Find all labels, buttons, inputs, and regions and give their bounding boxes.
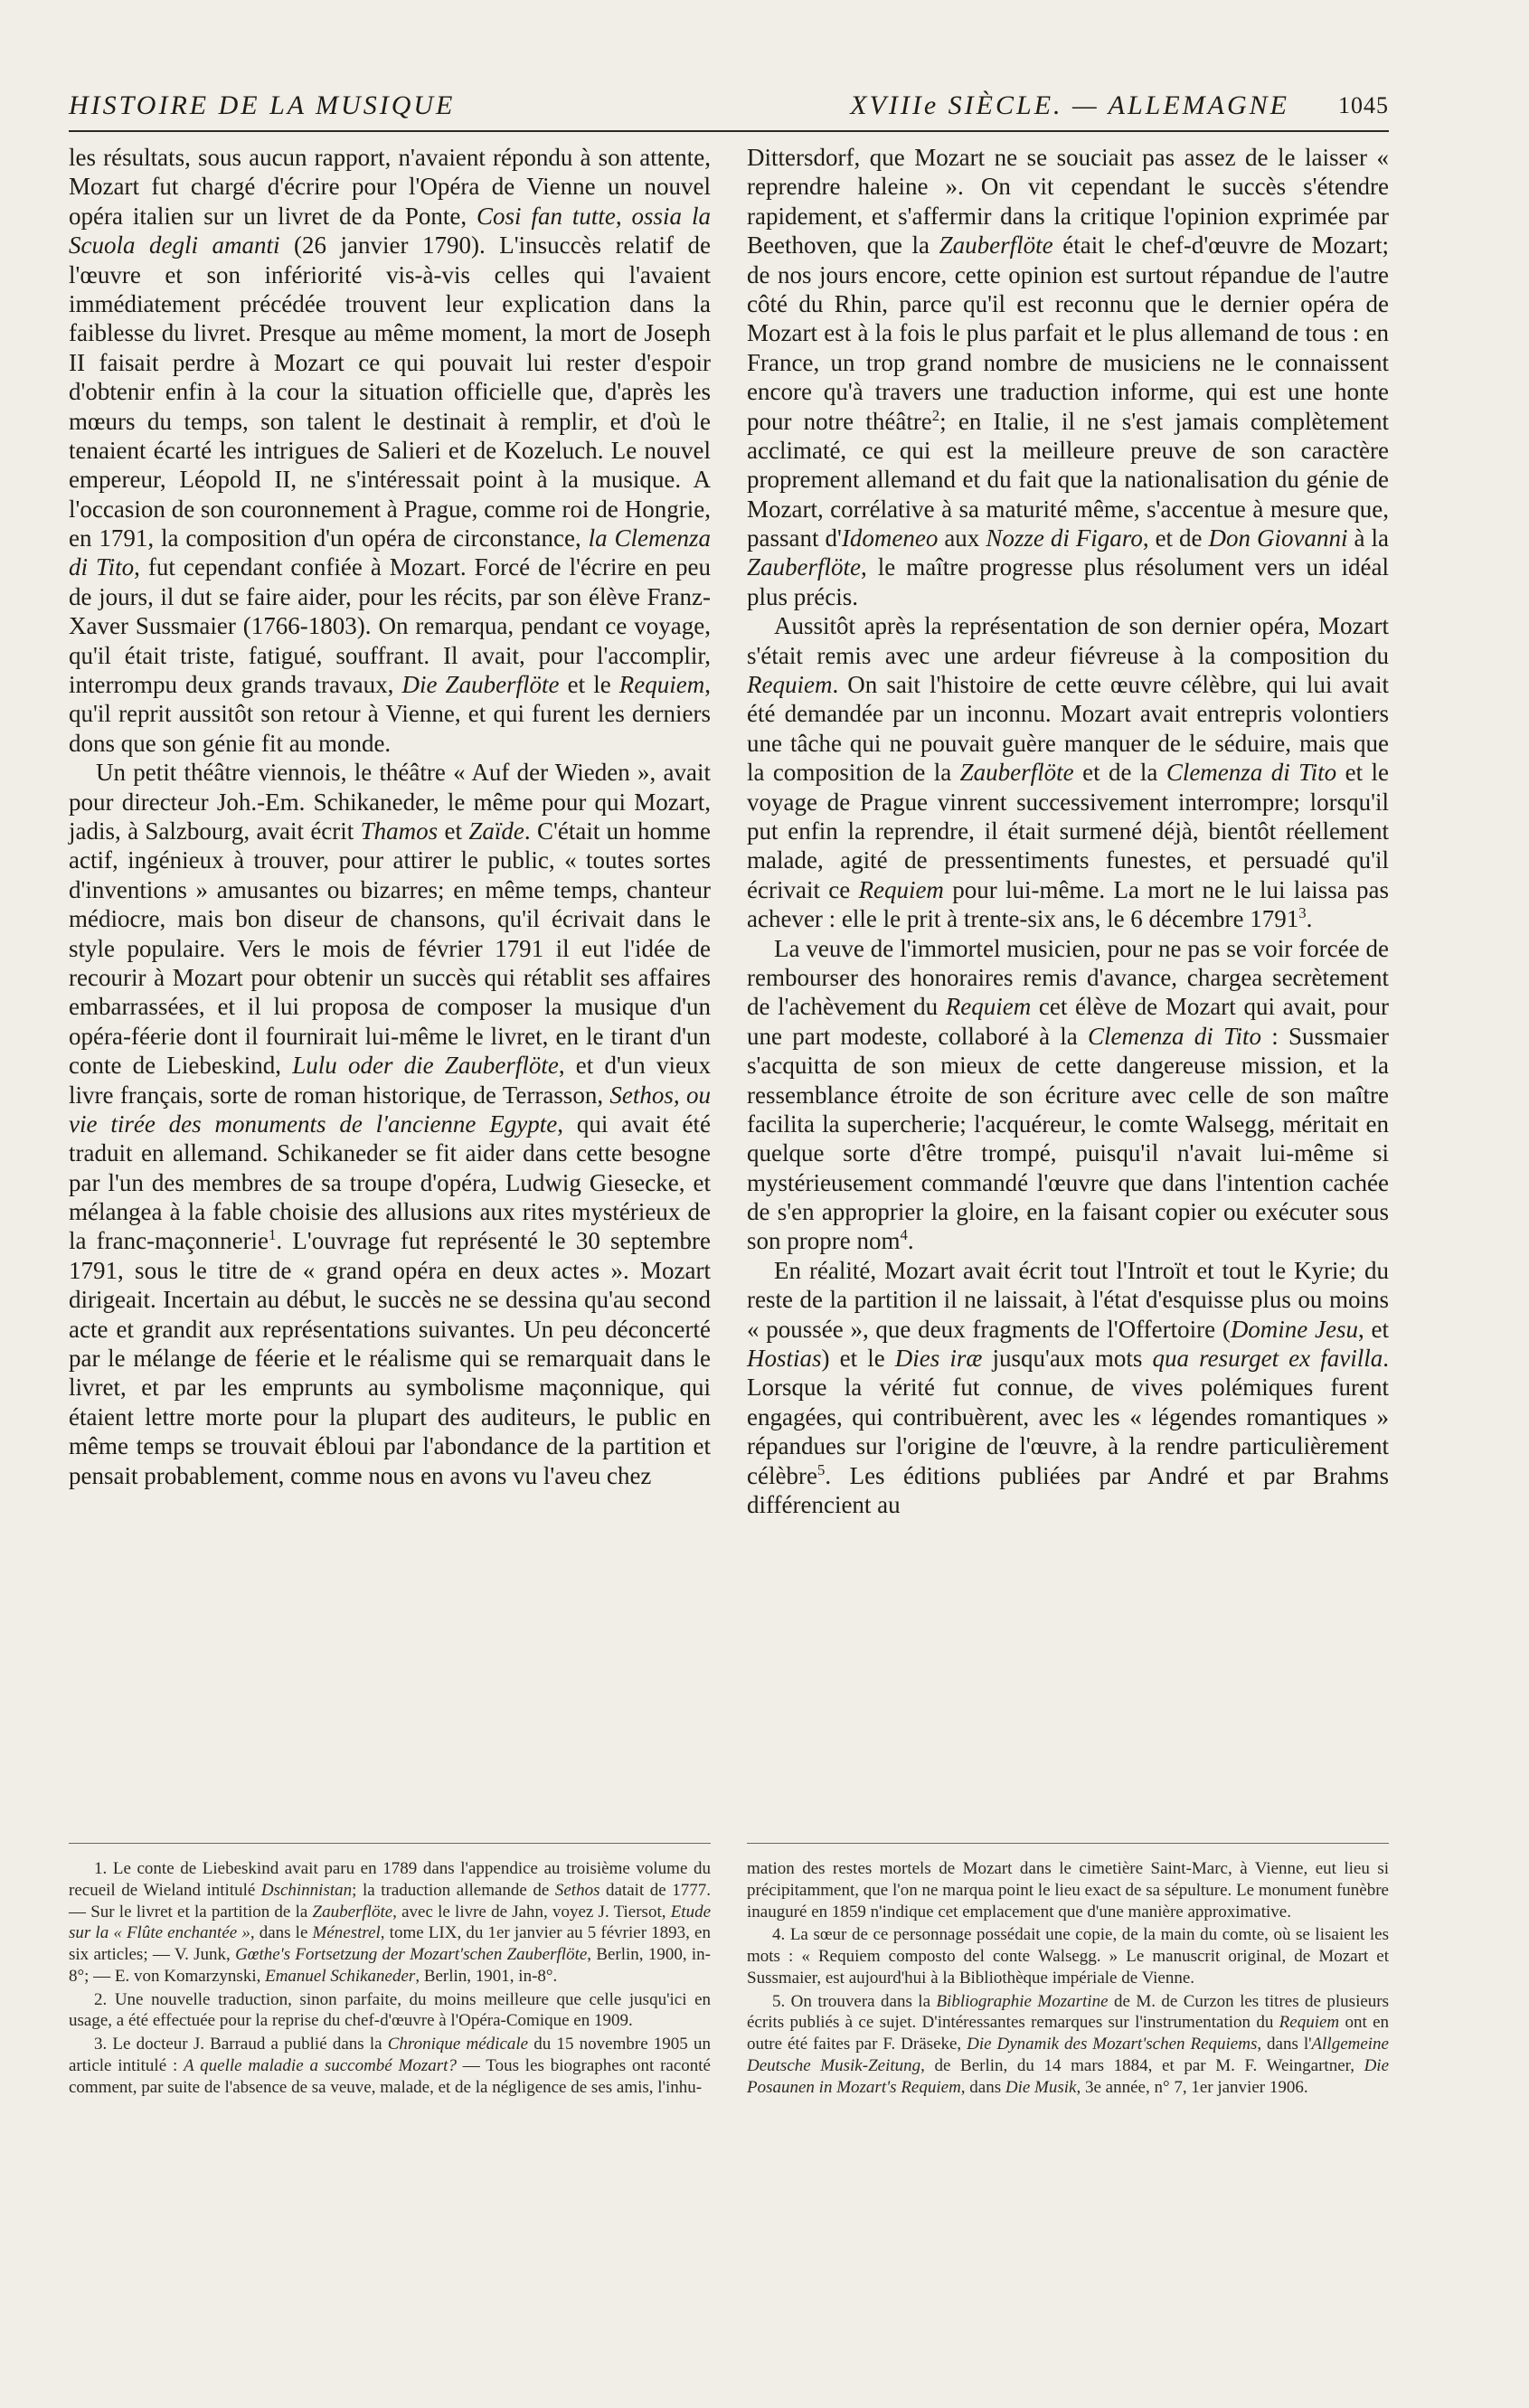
- right-text-column: [747, 143, 1389, 1519]
- footnote-left-1: 1. Le conte de Liebeskind avait paru en 1789 dans l'appendice au troisième volume du recueil de Wieland intitulé Dschinnistan; la traduction allemande de Sethos datait de 1777. — Sur le livret et la partition de la Zauberflöte, avec le livre de Jahn, voyez J. Tiersot, Etude sur la « Flûte enchantée », dans le Ménestrel, tome LIX, du 1er janvier au 5 février 1893, en six articles; — V. Junk, Gœthe's Fortsetzung der Mozart'schen Zauberflöte, Berlin, 1900, in-8°; — E. von Komarzynski, Emanuel Schikaneder, Berlin, 1901, in-8°.: [69, 1859, 712, 1986]
- right-paragraph-1: Dittersdorf, que Mozart ne se souciait pas assez de le laisser « reprendre haleine ». On vit cependant le succès s'étendre rapidement, et s'affermir dans la critique l'opinion exprimée par Beethoven, que la Zauberflöte était le chef-d'œuvre de Mozart; de nos jours encore, cette opinion est surtout répandue de l'autre côté du Rhin, parce qu'il est reconnu que le dernier opéra de Mozart est à la fois le plus parfait et le plus allemand de tous : en France, un trop grand nombre de musiciens ne le connaissent encore qu'à travers une traduction informe, qui est une honte pour notre théâtre$^2$; en Italie, il ne s'est jamais complètement acclimaté, ce qui est la meilleure preuve de son caractère proprement allemand et du fait que la nationalisation du génie de Mozart, corrélative à sa maturité même, s'accentue à mesure que, passant d'Idomeneo aux Nozze di Figaro, et de Don Giovanni à la Zauberflöte, le maître progresse plus résolument vers un idéal plus précis.: [747, 144, 1390, 610]
- running-head: [69, 90, 1389, 132]
- footnote-left-3: 3. Le docteur J. Barraud a publié dans la Chronique médicale du 15 novembre 1905 un article intitulé : A quelle maladie a succombé Mozart? — Tous les biographes ont raconté comment, par suite de l'absence de sa veuve, malade, et de la négligence de ses amis, l'inhu-: [69, 2035, 711, 2097]
- footnote-left-2: 2. Une nouvelle traduction, sinon parfaite, du moins meilleure que celle jusqu'ici en usage, a été effectuée pour la reprise du chef-d'œuvre à l'Opéra-Comique en 1909.: [69, 1989, 711, 2031]
- footnote-right-2: 4. La sœur de ce personnage possédait une copie, de la main du comte, où se lisaient les mots : « Requiem composto del conte Walsegg. » Le manuscrit original, de Mozart et Sussmaier, est aujourd'hui à la Bibliothèque impériale de Vienne.: [747, 1925, 1389, 1988]
- footnote-rule-right: [747, 1843, 1389, 1844]
- running-head-left: HISTOIRE DE LA MUSIQUE: [69, 90, 456, 120]
- footnote-right-3: 5. On trouvera dans la Bibliographie Mozartine de M. de Curzon les titres de plusieurs écrits publiés à ce sujet. D'intéressantes remarques sur l'instrumentation du Requiem ont en outre été faites par F. Dräseke, Die Dynamik des Mozart'schen Requiems, dans l'Allgemeine Deutsche Musik-Zeitung, de Berlin, du 14 mars 1884, et par M. F. Weingartner, Die Posaunen in Mozart's Requiem, dans Die Musik, 3e année, n° 7, 1er janvier 1906.: [747, 1991, 1390, 2097]
- right-paragraph-3: La veuve de l'immortel musicien, pour ne pas se voir forcée de rembourser des honoraires remis d'avance, chargea secrètement de l'achèvement du Requiem cet élève de Mozart qui avait, pour une part modeste, collaboré à la Clemenza di Tito : Sussmaier s'acquitta de son mieux de cette dangereuse mission, et la ressemblance étroite de son écriture avec celle de son maître facilita la supercherie; l'acquéreur, le comte Walsegg, méritait en quelque sorte d'être trompé, puisqu'il n'avait lui-même si mystérieusement commandé l'œuvre que dans l'intention cachée de s'en approprier la gloire, en la faisant copier ou exécuter sous son propre nom$^4$.: [747, 934, 1390, 1255]
- left-paragraph-1: les résultats, sous aucun rapport, n'avaient répondu à son attente, Mozart fut chargé d'écrire pour l'Opéra de Vienne un nouvel opéra italien sur un livret de da Ponte, Cosi fan tutte, ossia la Scuola degli amanti (26 janvier 1790). L'insuccès relatif de l'œuvre et son infériorité vis-à-vis celles qui l'avaient immédiatement précédée trouvent leur explication dans la faiblesse du livret. Presque au même moment, la mort de Joseph II faisait perdre à Mozart ce qui pouvait lui rester d'espoir d'obtenir enfin à la cour la situation officielle que, d'après les mœurs du temps, son talent le destinait à remplir, et d'où le tenaient écarté les intrigues de Salieri et de Kozeluch. Le nouvel empereur, Léopold II, ne s'intéressait point à la musique. A l'occasion de son couronnement à Prague, comme roi de Hongrie, en 1791, la composition d'un opéra de circonstance, la Clemenza di Tito, fut cependant confiée à Mozart. Forcé de l'écrire en peu de jours, il dut se faire aider, pour les récits, par son élève Franz-Xaver Sussmaier (1766-1803). On remarqua, pendant ce voyage, qu'il était triste, fatigué, souffrant. Il avait, pour l'accomplir, interrompu deux grands travaux, Die Zauberflöte et le Requiem, qu'il reprit aussitôt son retour à Vienne, et qui furent les derniers dons que son génie fit au monde.: [69, 144, 712, 757]
- running-head-right: XVIIIe SIÈCLE. — ALLEMAGNE: [850, 90, 1289, 120]
- left-text-column: [69, 143, 711, 1490]
- footnotes-right: [747, 1858, 1389, 2100]
- right-paragraph-4: En réalité, Mozart avait écrit tout l'Introït et tout le Kyrie; du reste de la partition il ne laissait, à l'état d'esquisse plus ou moins « poussée », que deux fragments de l'Offertoire (Domine Jesu, et Hostias) et le Dies iræ jusqu'aux mots qua resurget ex favilla. Lorsque la vérité fut connue, de vives polémiques furent engagées, qui contribuèrent, avec les « légendes romantiques » répandues sur l'origine de l'œuvre, à la rendre particulièrement célèbre$^5$. Les éditions publiées par André et par Brahms différencient au: [747, 1256, 1389, 1518]
- footnote-right-1: mation des restes mortels de Mozart dans le cimetière Saint-Marc, à Vienne, eut lieu si précipitamment, que l'on ne marqua point le lieu exact de sa sépulture. Le monument funèbre inauguré en 1859 n'indique cet emplacement que d'une manière approximative.: [747, 1859, 1389, 1922]
- right-paragraph-2: Aussitôt après la représentation de son dernier opéra, Mozart s'était remis avec une ardeur fiévreuse à la composition du Requiem. On sait l'histoire de cette œuvre célèbre, qui lui avait été demandée par un inconnu. Mozart avait entrepris volontiers une tâche qui ne pouvait guère manquer de le séduire, mais que la composition de la Zauberflöte et de la Clemenza di Tito et le voyage de Prague vinrent successivement interrompre; lorsqu'il put enfin la reprendre, il était surmené déjà, bientôt réellement malade, agité de pressentiments funestes, et persuadé qu'il écrivait ce Requiem pour lui-même. La mort ne le lui laissa pas achever : elle le prit à trente-six ans, le 6 décembre 1791$^3$.: [747, 612, 1390, 933]
- page-number: 1045: [1338, 92, 1389, 118]
- footnote-rule-left: [69, 1843, 711, 1844]
- footnotes-left: [69, 1858, 711, 2100]
- left-paragraph-2: Un petit théâtre viennois, le théâtre « Auf der Wieden », avait pour directeur Joh.-Em. Schikaneder, le même pour qui Mozart, jadis, à Salzbourg, avait écrit Thamos et Zaïde. C'était un homme actif, ingénieux à trouver, pour attirer le public, « toutes sortes d'inventions » amusantes ou bizarres; en même temps, chanteur médiocre, mais bon diseur de chansons, qu'il écrivait dans le style populaire. Vers le mois de février 1791 il eut l'idée de recourir à Mozart pour obtenir un succès qui rétablit ses affaires embarrassées, et il lui proposa de composer la musique d'un opéra-féerie dont il fournirait lui-même le livret, en le tirant d'un conte de Liebeskind, Lulu oder die Zauberflöte, et d'un vieux livre français, sorte de roman historique, de Terrasson, Sethos, ou vie tirée des monuments de l'ancienne Egypte, qui avait été traduit en allemand. Schikaneder se fit aider dans cette besogne par l'un des membres de sa troupe d'opéra, Ludwig Giesecke, et mélangea à la fable choisie des allusions aux rites mystérieux de la franc-maçonnerie$^1$. L'ouvrage fut représenté le 30 septembre 1791, sous le titre de « grand opéra en deux actes ». Mozart dirigeait. Incertain au début, le succès ne se dessina qu'au second acte et grandit aux représentations suivantes. Un peu déconcerté par le mélange de féerie et le réalisme qui se remarquait dans le livret, et par les emprunts au symbolisme maçonnique, qui étaient lettre morte pour la plupart des auditeurs, le public en même temps se trouvait ébloui par l'abondance de la partition et pensait probablement, comme nous en avons vu l'aveu chez: [69, 759, 712, 1489]
